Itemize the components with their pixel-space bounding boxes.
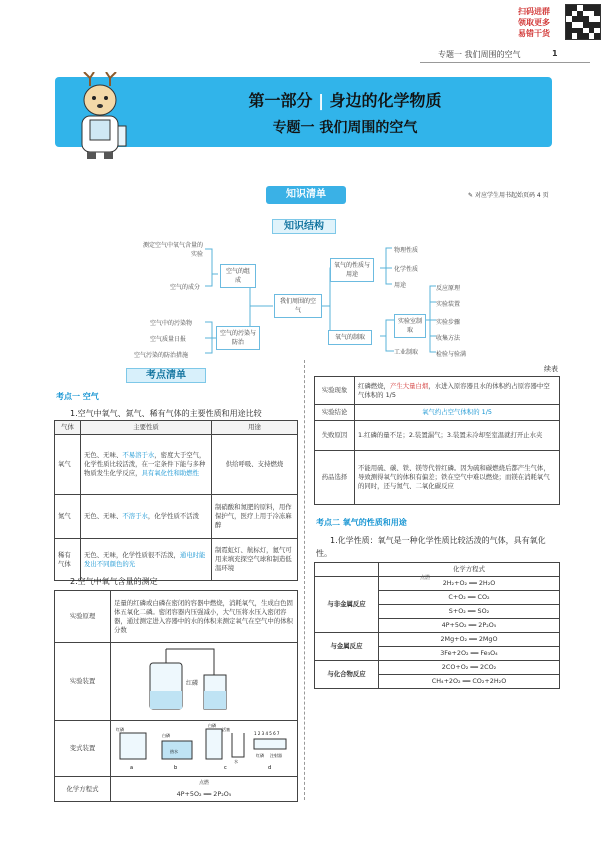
part-divider: | [318,91,324,110]
variant-diagram-icon [114,723,290,771]
cell-value [355,377,560,405]
cv-key: 产生大量白烟 [389,381,429,390]
eq-row: 4P+5O₂ ══ 2P₂O₅ [379,619,560,633]
running-header: 专题一 我们周围的空气 [438,50,521,59]
oxygen-measure-table [54,590,298,802]
node-composition: 空气的组成 [220,264,256,288]
gas-use: 制霓虹灯、航标灯，氦气可用来填充探空气球和制造低温环境 [212,539,298,581]
part-title [160,88,530,111]
svg-text:热水: 热水 [170,749,178,754]
gas-name: 稀有气体 [55,539,81,581]
leaf-pollutants: 空气中的污染物 [150,320,193,327]
gas-name: 氧气 [55,435,81,495]
continued-table [314,376,560,505]
node-lab: 实验室制取 [394,314,426,338]
eq-condition: 点燃 [198,780,209,786]
topic-title: 专题一 我们周围的空气 [272,120,418,136]
continued-label: 续表 [544,365,558,373]
svg-text:a: a [130,765,134,771]
gas-use: 供给呼吸、支持燃烧 [212,435,298,495]
th-use: 用途 [212,421,298,435]
page-number: 1 [552,49,558,58]
variant-figure [111,721,298,777]
leaf-prevention: 空气污染的防治措施 [134,352,189,359]
kd1-title: 考点一 空气 [56,392,99,401]
structure-badge: 知识结构 [272,219,336,234]
prop-key: 具有氧化性和助燃性 [141,469,200,477]
kd2-title: 考点二 氧气的性质和用途 [316,518,407,527]
cell-key: 失败原因 [315,421,355,451]
kd1-q1: 1.空气中氧气、氮气、稀有气体的主要性质和用途比较 [70,409,262,418]
leaf-apparatus: 实验装置 [436,301,461,308]
header-rule [420,62,590,63]
leaf-chemical: 化学性质 [394,266,419,273]
prop-key: 不易溶于水 [122,451,155,459]
leaf-physical: 物理性质 [394,247,419,254]
reaction-table [314,562,560,689]
column-divider [304,360,305,800]
cell-value: 不能用硫、碳、铁、镁等代替红磷。因为硫和碳燃烧后都产生气体，导致测得氧气的体积有偏差；铁在空气中难以燃烧；而镁在消耗氧气的同时，还与氮气、二氧化碳反应 [355,451,560,505]
leaf-collection: 收集方法 [436,335,461,342]
leaf-principle: 反应原理 [436,285,461,292]
group-label: 与非金属反应 [315,577,379,633]
label-principle: 实验原理 [55,591,111,643]
label-apparatus: 实验装置 [55,643,111,721]
eq-row: 2Mg+O₂ ══ 2MgO [379,633,560,647]
prop-text: ，化学性质不活泼 [147,512,200,520]
gas-property [81,495,212,539]
label-variant: 变式装置 [55,721,111,777]
svg-text:c: c [224,765,227,771]
leaf-testing: 检验与验满 [436,351,467,358]
eq-row: S+O₂ ══ SO₂ [379,605,560,619]
svg-text:d: d [268,765,272,771]
prop-key: 通电时能发出不同颜色的光 [84,550,206,568]
center-node: 我们周围的空气 [274,294,322,318]
svg-text:白磷: 白磷 [162,733,170,738]
node-oxygen-preparation: 氧气的制取 [328,330,372,345]
svg-text:1 2 3 4 5 6 7: 1 2 3 4 5 6 7 [254,731,280,736]
prop-text: ，密度大于空气，化学性质比较活泼，在一定条件下能与多种物质发生化学反应， [84,451,206,477]
th-gas: 气体 [55,421,81,435]
cell-key: 实验结论 [315,405,355,421]
cell-key: 实验现象 [315,377,355,405]
prop-text: 无色、无味、 [84,451,123,459]
promo-line: 扫码进群 [518,7,550,16]
prop-key: 不溶于水 [122,512,148,520]
reaction-condition: 点燃 [420,575,431,581]
eq-row: 2CO+O₂ ══ 2CO₂ [379,661,560,675]
cell-key: 药品选择 [315,451,355,505]
cv-text: 红磷燃烧， [358,381,390,390]
apparatus-diagram-icon [114,645,264,715]
node-pollution: 空气的污染与防治 [216,326,260,350]
node-oxygen-properties: 氧气的性质与用途 [330,258,374,282]
promo-text [518,6,562,39]
deer-mascot-icon [60,72,140,160]
svg-text:水: 水 [234,759,238,764]
node-industrial: 工业制取 [394,349,419,356]
leaf-measure-oxygen: 测定空气中氧气含量的实验 [143,242,204,258]
leaf-aqi: 空气质量日报 [150,336,187,343]
th-equation: 化学方程式 [379,563,560,577]
svg-text:活塞: 活塞 [222,727,230,732]
promo-line: 易错干货 [518,29,550,38]
kd1-q2: 2.空气中氧气含量的测定 [70,577,158,586]
label-equation: 化学方程式 [55,777,111,802]
group-label: 与化合物反应 [315,661,379,689]
promo-line: 领取更多 [518,18,550,27]
gas-name: 氮气 [55,495,81,539]
pencil-icon: ✎ [468,192,474,199]
kd2-q1: 1.化学性质：氧气是一种化学性质比较活泼的气体，具有氧化性。 [316,536,546,558]
svg-text:b: b [174,765,178,771]
part-name: 身边的化学物质 [329,91,442,110]
svg-text:红磷: 红磷 [256,753,264,758]
apparatus-figure [111,643,298,721]
page-ref-text: 对应学生用书起始页码 4 页 [474,192,549,199]
equation [111,777,298,802]
svg-text:白磷: 白磷 [208,723,216,728]
th-property: 主要性质 [81,421,212,435]
gas-property [81,539,212,581]
prop-text: 无色、无味、 [84,512,123,520]
cv-text: ，水进入原容器且水的体积约占原容器中空气体积的 1/5 [358,381,550,399]
prop-text: 无色、无味，化学性质很不活泼， [84,550,180,559]
eq-row: 3Fe+2O₂ ══ Fe₃O₄ [379,647,560,661]
kaodian-badge: 考点清单 [126,368,206,383]
apparatus-tag: 红磷 [186,680,199,687]
page-ref [468,190,549,199]
leaf-composition: 空气的成分 [170,284,201,291]
part-label: 第一部分 [248,91,313,110]
eq-row: 2H₂+O₂ ══ 2H₂O [379,577,560,591]
knowledge-badge: 知识清单 [266,186,346,204]
eq-row: CH₄+2O₂ ══ CO₂+2H₂O [379,675,560,689]
svg-text:注射器: 注射器 [270,753,282,758]
gas-table [54,420,298,581]
leaf-uses: 用途 [394,282,407,289]
cell-value: 氧气约占空气体积的 1/5 [355,405,560,421]
leaf-steps: 实验步骤 [436,319,461,326]
eq-row: C+O₂ ══ CO₂ [379,591,560,605]
principle-text: 足量的红磷或白磷在密闭的容器中燃烧，消耗氧气，生成白色固体五氧化二磷。密闭容器内压强减小，大气压将水压入密闭容器，通过测定进入容器中的水的体积来测定氧气在空气中的体积分数 [111,591,298,643]
gas-use: 制硝酸和氮肥的原料，用作保护气，医疗上用于冷冻麻醉 [212,495,298,539]
gas-property [81,435,212,495]
svg-text:红磷: 红磷 [116,727,124,732]
qr-code[interactable] [565,4,601,40]
cell-value: 1.红磷的量不足；2.装置漏气；3.装置未冷却至室温就打开止水夹 [355,421,560,451]
group-label: 与金属反应 [315,633,379,661]
eq-text: 4P+5O₂ ══ 2P₂O₅ [176,790,232,799]
